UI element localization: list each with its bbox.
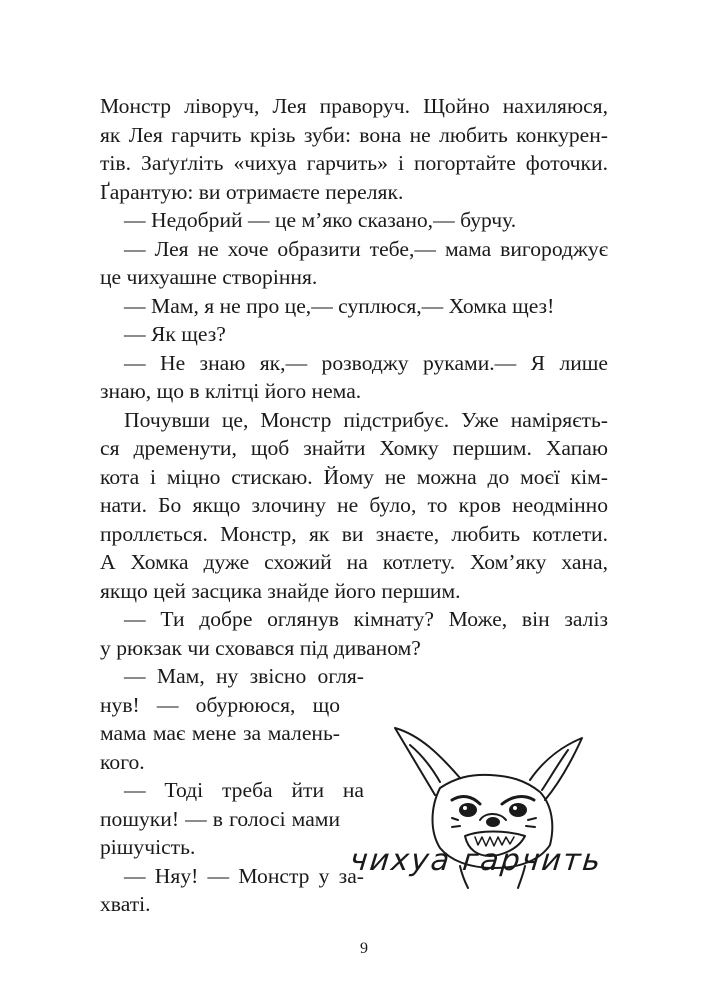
text-line: якщо цей засцика знайде його першим. <box>100 578 461 603</box>
text-line: — Тоді треба йти на <box>124 778 364 802</box>
text-line: ся дременути, щоб знайти Хомку першим. Хапаю <box>100 436 608 460</box>
text-line: у рюкзак чи сховався під диваном? <box>100 635 421 660</box>
text-line: — Мам, я не про це,— суплюся,— Хомка щез! <box>124 293 555 318</box>
text-line: тів. Заґуґліть «чихуа гарчить» і погортайте фоточки. <box>100 151 608 175</box>
text-line: знаю, що в клітці його нема. <box>100 379 362 403</box>
text-line: нув! — обурююся, що <box>100 692 340 717</box>
text-line: Монстр ліворуч, Лея праворуч. Щойно нахиляюся, <box>100 94 608 118</box>
text-line: Почувши це, Монстр підстрибує. Уже наміряєть- <box>124 407 608 432</box>
text-line: нати. Бо якщо злочину не було, то кров неодмінно <box>100 493 608 517</box>
illustration-caption: чихуа гарчить <box>348 843 605 878</box>
text-line: А Хомка дуже схожий на котлету. Хом’яку хана, <box>100 550 608 574</box>
text-line: — Ти добре оглянув кімнату? Може, він заліз <box>124 607 608 631</box>
text-line: пошуки! — в голосі мами <box>100 806 340 831</box>
text-line: — Лея не хоче образити тебе,— мама вигороджує <box>124 236 608 261</box>
text-line: кота і міцно стискаю. Йому не можна до моєї кім- <box>100 464 608 489</box>
text-line: — Не знаю як,— розводжу руками.— Я лише <box>124 350 608 375</box>
text-line: проллється. Монстр, як ви знаєте, любить котлети. <box>100 521 608 546</box>
text-line: рішучість. <box>100 835 196 859</box>
text-line: мама має мене за малень- <box>100 721 340 745</box>
text-line: — Мам, ну звісно огля- <box>124 664 364 688</box>
text-line: це чихуашне створіння. <box>100 265 318 289</box>
text-line: кого. <box>100 749 145 774</box>
text-line: — Няу! — Монстр у за- <box>124 863 364 888</box>
text-line: — Як щез? <box>124 322 226 346</box>
text-line: як Лея гарчить крізь зуби: вона не любить конкурен- <box>100 122 608 147</box>
text-line: — Недобрий — це м’яко сказано,— бурчу. <box>124 208 517 232</box>
page-number: 9 <box>360 940 368 957</box>
text-line: хваті. <box>100 892 151 916</box>
text-line: Ґарантую: ви отримаєте переляк. <box>100 179 404 204</box>
